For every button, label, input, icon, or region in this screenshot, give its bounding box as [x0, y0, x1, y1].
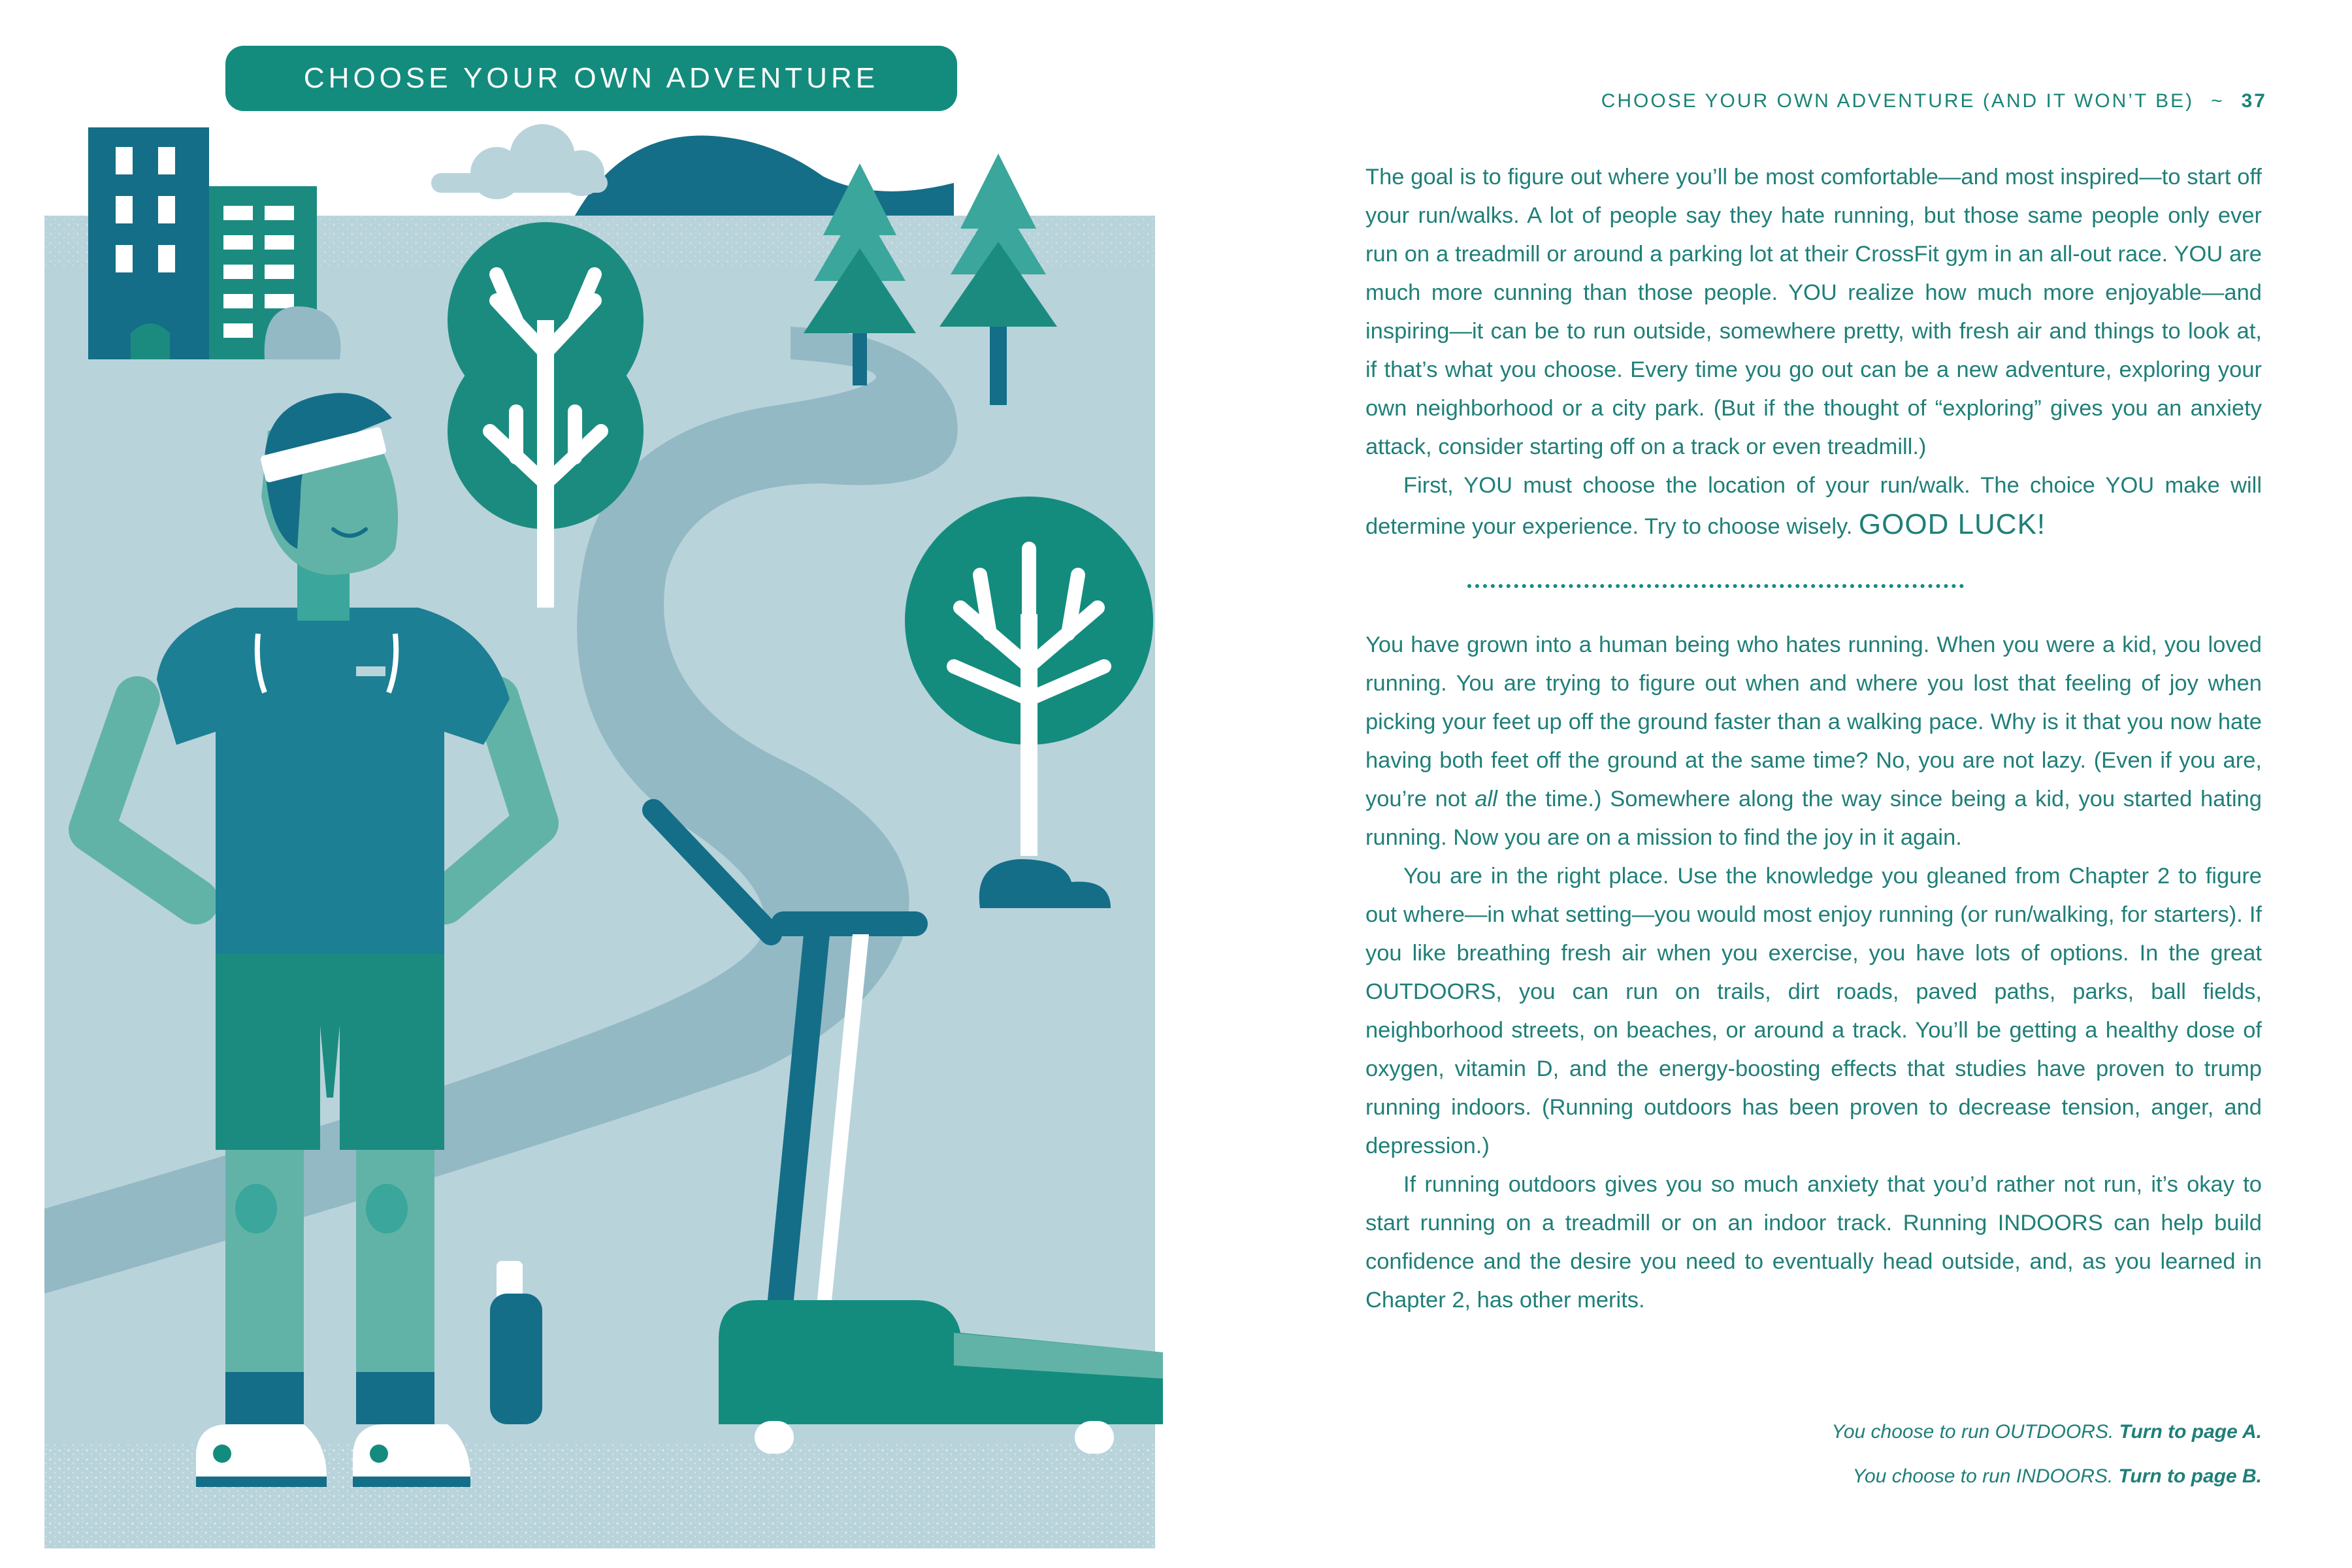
page-number: 37: [2241, 90, 2267, 112]
running-head-separator: ~: [2211, 90, 2225, 112]
runner-illustration: [39, 39, 1163, 1555]
choice-outdoors: [1365, 1410, 2262, 1454]
paragraph: The goal is to figure out where you’ll be most comfortable—and most inspired—to start off your run/walks. A lot of people say they hate running, but those same people only ever run on a treadmill or around a parking lot at their CrossFit gym in an all-out race. YOU are much more cunning than those people. YOU realize how much more enjoyable—and inspiring—it can be to run outside, somewhere pretty, with fresh air and things to look at, if that’s what you choose. Every time you go out can be a new adventure, exploring your own neighborhood or a city park. (But if the thought of “exploring” gives you an anxiety attack, consider starting off on a track or even treadmill.): [1365, 165, 2262, 459]
choice-list: [1365, 1410, 2262, 1499]
banner-title: CHOOSE YOUR OWN ADVENTURE: [303, 62, 879, 94]
paragraph-text: You have grown into a human being who hates running. When you were a kid, you loved running. You are trying to figure out when and where you lost that feeling of joy when picking your feet up off the ground faster than a walking pace. Why is it that you now hate having both feet off the ground at the same time? No, you are not lazy. (Even if you are, you’re not: [1365, 632, 2262, 811]
paragraph: If running outdoors gives you so much anxiety that you’d rather not run, it’s okay to start running on a treadmill or on an indoor track. Running INDOORS can help build confidence and the desire you need to eventually head outside, and, as you learned in Chapter 2, has other merits.: [1365, 1172, 2262, 1313]
choice-link[interactable]: Turn to page A.: [2119, 1421, 2262, 1443]
dotted-divider: [1365, 546, 2262, 626]
running-head: [1365, 90, 2267, 112]
good-luck-text: GOOD LUCK!: [1858, 508, 2046, 540]
paragraph: [1365, 626, 2262, 857]
chapter-banner: [225, 46, 957, 111]
buildings: [88, 127, 340, 359]
paragraph: You are in the right place. Use the knowledge you gleaned from Chapter 2 to figure out where—in what setting—you would most enjoy running (or run/walking, for starters). If you like breathing fresh air when you exercise, you have lots of options. In the great OUTDOORS, you can run on trails, dirt roads, paved paths, parks, ball fields, neighborhood streets, on beaches, or around a track. You’ll be getting a healthy dose of oxygen, vitamin D, and the energy-boosting effects that studies have proven to trump running indoors. (Running outdoors has been proven to decrease tension, anger, and depression.): [1365, 864, 2262, 1158]
paragraph: [1365, 466, 2262, 546]
choice-link[interactable]: Turn to page B.: [2118, 1465, 2262, 1487]
choice-indoors: [1365, 1454, 2262, 1499]
hill: [575, 136, 954, 216]
choice-text: You choose to run OUTDOORS.: [1831, 1421, 2119, 1443]
body-text: [1365, 158, 2262, 1320]
paragraph-text: First, YOU must choose the location of your run/walk. The choice YOU make will determine your experience. Try to choose wisely.: [1365, 473, 2262, 539]
italic-word: all: [1475, 787, 1497, 811]
running-head-title: CHOOSE YOUR OWN ADVENTURE (AND IT WON’T BE): [1601, 90, 2195, 112]
paragraph-text: the time.) Somewhere along the way since being a kid, you started hating running. Now you are on a mission to find the joy in it again.: [1365, 787, 2262, 850]
cloud-icon: [431, 124, 608, 199]
choice-text: You choose to run INDOORS.: [1852, 1465, 2119, 1487]
